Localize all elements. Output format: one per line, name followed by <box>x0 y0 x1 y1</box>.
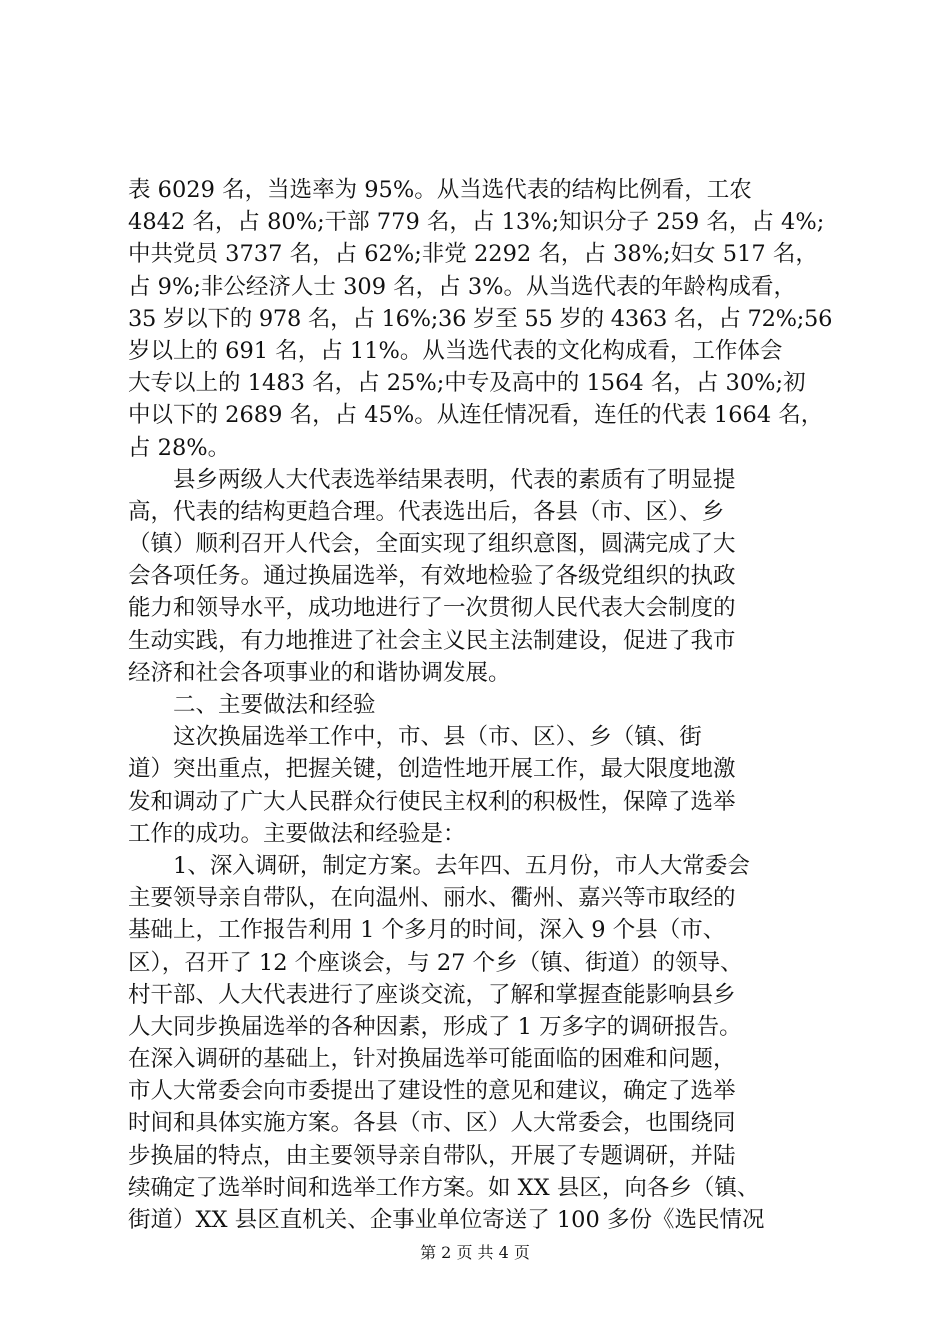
text-line: 道）突出重点，把握关键，创造性地开展工作，最大限度地激 <box>128 756 736 783</box>
text-line: 主要领导亲自带队，在向温州、丽水、衢州、嘉兴等市取经的 <box>128 885 736 912</box>
text-line: 高，代表的结构更趋合理。代表选出后，各县（市、区）、乡 <box>128 498 725 525</box>
text-line: 这次换届选举工作中，市、县（市、区）、乡（镇、街 <box>128 724 702 751</box>
text-line: 县乡两级人大代表选举结果表明，代表的素质有了明显提 <box>128 466 736 493</box>
text-line: 时间和具体实施方案。各县（市、区）人大常委会，也围绕同 <box>128 1110 736 1137</box>
body-text <box>128 174 832 1236</box>
text-line: 会各项任务。通过换届选举，有效地检验了各级党组织的执政 <box>128 563 736 590</box>
text-line: 街道）XX 县区直机关、企事业单位寄送了 100 多份《选民情况 <box>128 1207 765 1233</box>
text-line: 基础上，工作报告利用 1 个多月的时间，深入 9 个县（市、 <box>128 917 726 944</box>
text-line: 在深入调研的基础上，针对换届选举可能面临的困难和问题， <box>128 1046 736 1073</box>
text-line: 4842 名，占 80%;干部 779 名，占 13%;知识分子 259 名，占 4%; <box>128 209 825 236</box>
text-line: 岁以上的 691 名，占 11%。从当选代表的文化构成看，工作体会 <box>128 337 783 364</box>
text-line: 生动实践，有力地推进了社会主义民主法制建设，促进了我市 <box>128 627 736 654</box>
text-line: 中共党员 3737 名，占 62%;非党 2292 名，占 38%;妇女 517 名， <box>128 241 818 268</box>
text-line: 表 6029 名，当选率为 95%。从当选代表的结构比例看，工农 <box>128 177 752 203</box>
text-line: 经济和社会各项事业的和谐协调发展。 <box>128 659 511 686</box>
text-line: 二、主要做法和经验 <box>128 692 376 718</box>
text-line: 占 9%;非公经济人士 309 名，占 3%。从当选代表的年龄构成看， <box>128 273 797 300</box>
text-line: 人大同步换届选举的各种因素，形成了 1 万多字的调研报告。 <box>128 1013 742 1040</box>
text-line: 村干部、人大代表进行了座谈交流，了解和掌握查能影响县乡 <box>128 981 736 1008</box>
text-line: 占 28%。 <box>128 434 231 461</box>
text-line: 35 岁以下的 978 名，占 16%;36 岁至 55 岁的 4363 名，占 72%;56 <box>128 305 832 332</box>
text-line: 市人大常委会向市委提出了建设性的意见和建议，确定了选举 <box>128 1078 736 1105</box>
text-line: 续确定了选举时间和选举工作方案。如 XX 县区，向各乡（镇、 <box>128 1174 760 1201</box>
page-footer: 第 2 页 共 4 页 <box>420 1243 530 1262</box>
text-line: 工作的成功。主要做法和经验是： <box>128 820 466 847</box>
text-line: 区），召开了 12 个座谈会，与 27 个乡（镇、街道）的领导、 <box>128 949 743 976</box>
text-line: 大专以上的 1483 名，占 25%;中专及高中的 1564 名，占 30%;初 <box>128 370 806 397</box>
text-line: 步换届的特点，由主要领导亲自带队，开展了专题调研，并陆 <box>128 1142 736 1169</box>
text-line: 1、深入调研，制定方案。去年四、五月份，市人大常委会 <box>128 852 750 879</box>
text-line: （镇）顺利召开人代会，全面实现了组织意图，圆满完成了大 <box>128 531 736 558</box>
text-line: 中以下的 2689 名，占 45%。从连任情况看，连任的代表 1664 名， <box>128 402 824 429</box>
text-line: 发和调动了广大人民群众行使民主权利的积极性，保障了选举 <box>128 788 736 815</box>
text-line: 能力和领导水平，成功地进行了一次贯彻人民代表大会制度的 <box>128 595 736 622</box>
